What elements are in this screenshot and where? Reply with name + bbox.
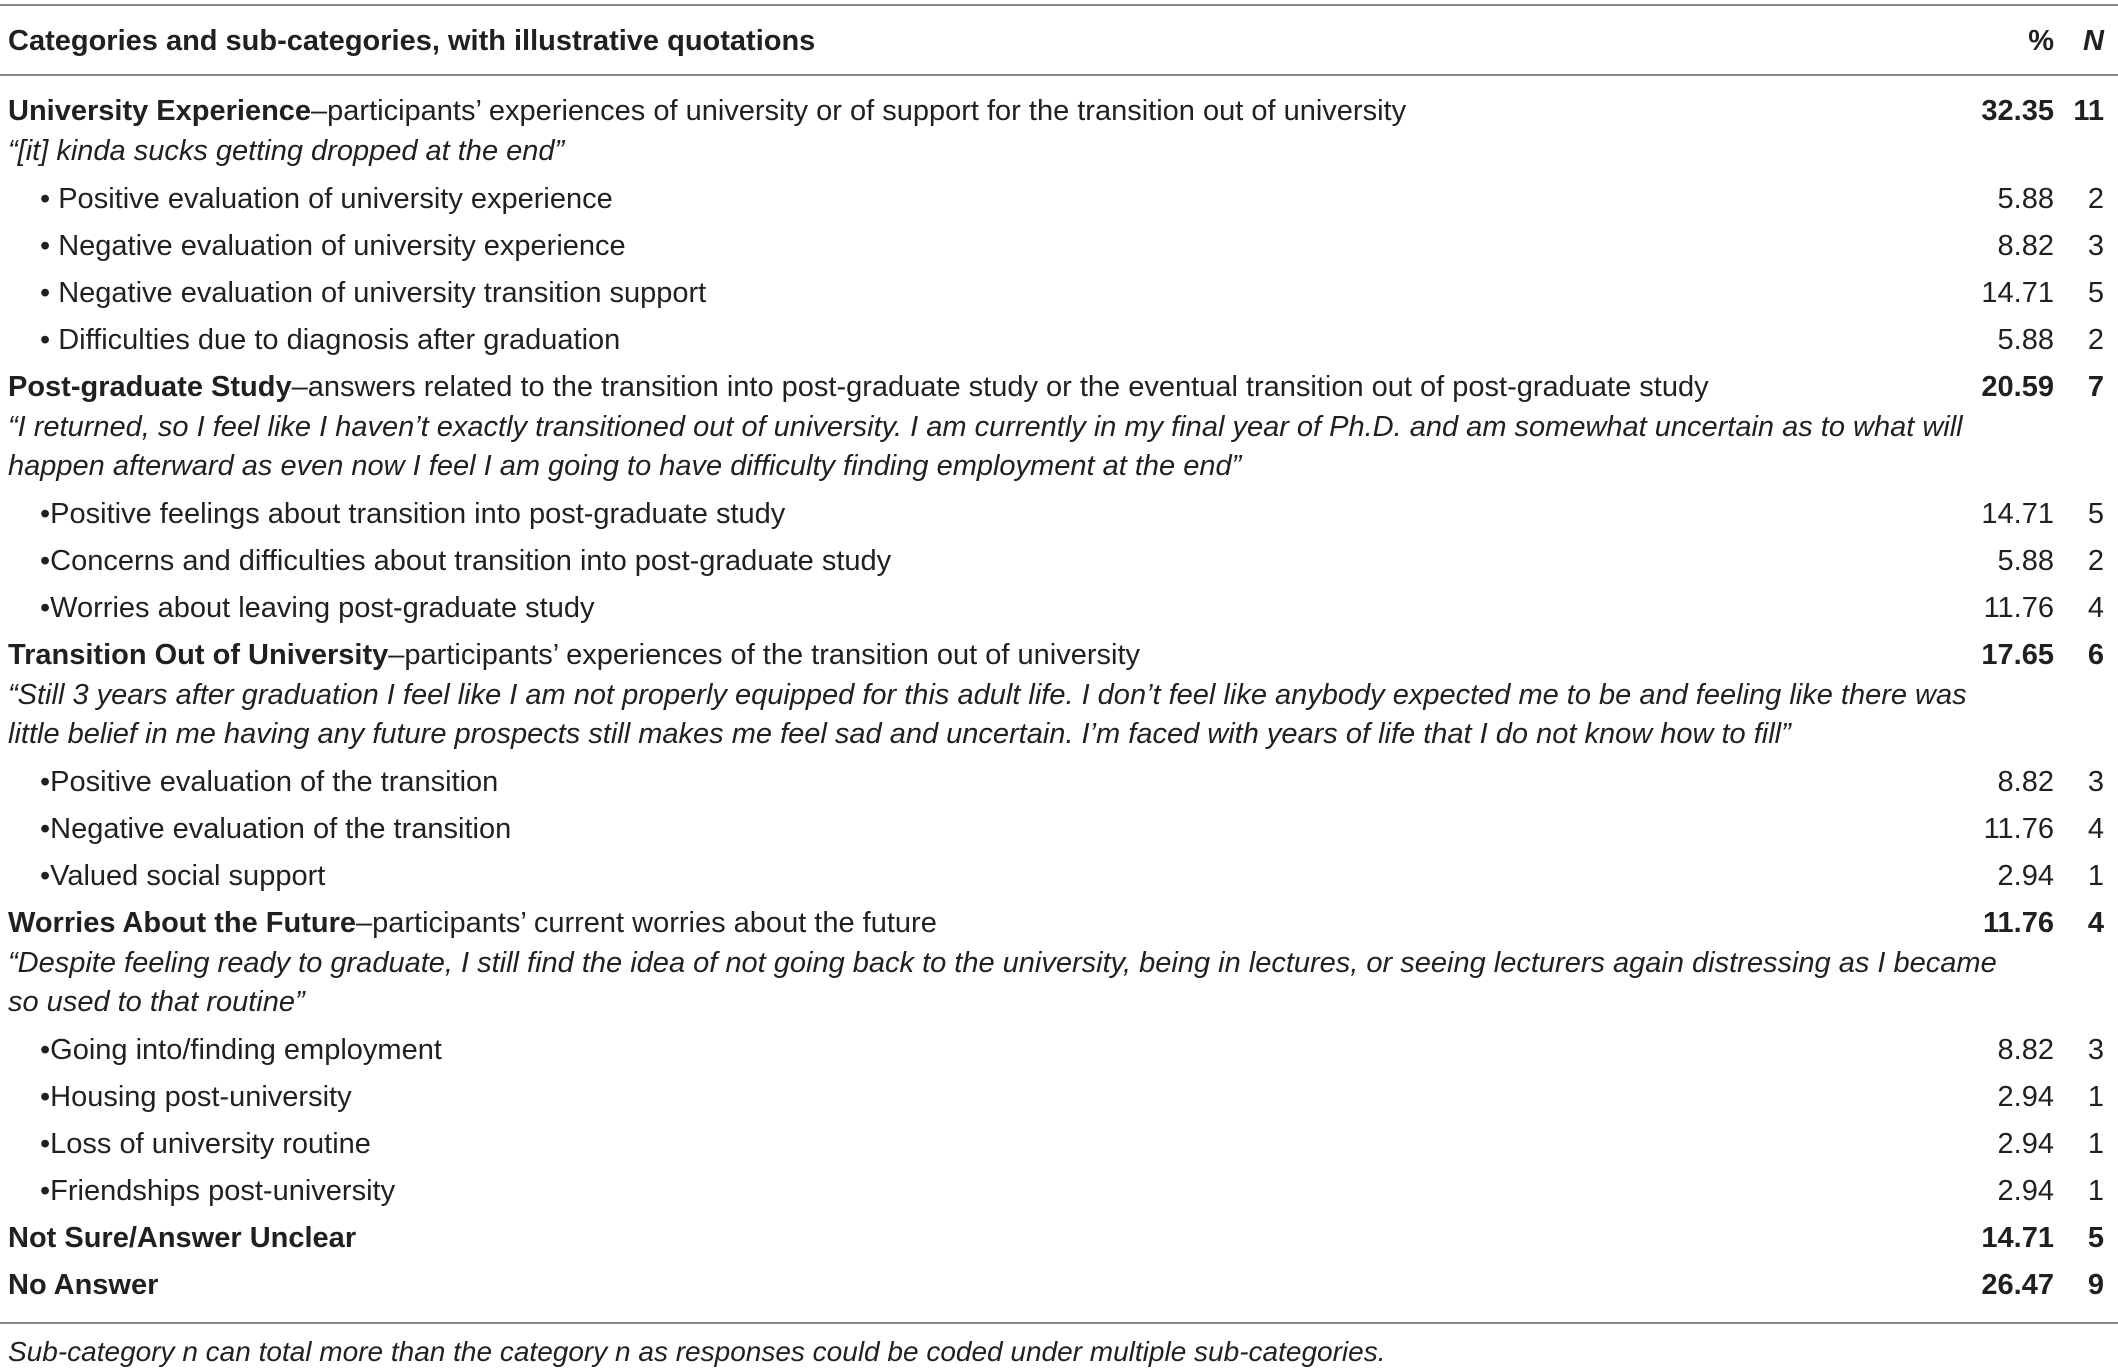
quotation	[0, 675, 2118, 715]
header-percent: %	[2028, 25, 2054, 57]
quotation-line: “I returned, so I feel like I haven’t exactly transitioned out of university. I am currently in my final year of Ph.D. and am somewhat uncertain as to what will	[8, 411, 1963, 443]
subcategory-percent: 8.82	[1997, 766, 2054, 798]
bullet: •	[40, 1034, 51, 1066]
quotation	[0, 407, 2118, 447]
subcategory-percent: 14.71	[1981, 277, 2054, 309]
bullet: •	[40, 324, 59, 356]
quotation-line: little belief in me having any future prospects still makes me feel sad and uncertain. I’m faced with years of life that I do not know how to fill”	[8, 718, 1791, 750]
total-label: Not Sure/Answer Unclear	[8, 1222, 357, 1254]
category-description: –participants’ experiences of the transition out of university	[388, 639, 1141, 671]
subcategory-label: Difficulties due to diagnosis after graduation	[58, 324, 621, 356]
quotation-line: “Still 3 years after graduation I feel like I am not properly equipped for this adult life. I don’t feel like anybody expected me to be and feeling like there was	[8, 679, 1967, 711]
category-n: 6	[2087, 639, 2104, 671]
subcategory-percent: 5.88	[1997, 545, 2054, 577]
subcategory-row	[0, 270, 2118, 316]
subcategory-n: 5	[2087, 277, 2104, 309]
total-percent: 14.71	[1981, 1222, 2054, 1254]
bullet: •	[40, 592, 51, 624]
quotation	[0, 982, 2118, 1022]
bullet: •	[40, 1128, 51, 1160]
subcategory-label: Negative evaluation of university experience	[58, 230, 626, 262]
header-category: Categories and sub-categories, with illustrative quotations	[8, 25, 816, 57]
category-title: University Experience	[8, 95, 312, 127]
subcategory-row	[0, 853, 2118, 899]
category-title: Transition Out of University	[8, 639, 389, 671]
category-description: –participants’ current worries about the future	[356, 907, 937, 939]
subcategory-n: 1	[2087, 1175, 2104, 1207]
header-rule	[0, 74, 2118, 76]
total-row	[0, 1215, 2118, 1261]
subcategory-label: Housing post-university	[50, 1081, 352, 1113]
subcategory-label: Positive evaluation of the transition	[50, 766, 499, 798]
subcategory-n: 3	[2087, 766, 2104, 798]
subcategory-label: Concerns and difficulties about transition into post-graduate study	[50, 545, 892, 577]
subcategory-label: Negative evaluation of the transition	[50, 813, 512, 845]
category-row	[0, 88, 2118, 134]
subcategory-label: Negative evaluation of university transition support	[58, 277, 707, 309]
subcategory-n: 2	[2087, 324, 2104, 356]
header-n: N	[2083, 25, 2104, 57]
category-title: Post-graduate Study	[8, 371, 292, 403]
subcategory-row	[0, 223, 2118, 269]
total-label: No Answer	[8, 1269, 159, 1301]
subcategory-row	[0, 538, 2118, 584]
subcategory-percent: 2.94	[1997, 860, 2054, 892]
subcategory-row	[0, 317, 2118, 363]
subcategory-row	[0, 806, 2118, 852]
subcategory-n: 3	[2087, 230, 2104, 262]
subcategory-row	[0, 585, 2118, 631]
bullet: •	[40, 498, 51, 530]
subcategory-row	[0, 1027, 2118, 1073]
total-n: 9	[2087, 1269, 2104, 1301]
total-percent: 26.47	[1981, 1269, 2054, 1301]
bullet: •	[40, 1175, 51, 1207]
subcategory-row	[0, 759, 2118, 805]
quotation	[0, 943, 2118, 983]
subcategory-n: 3	[2087, 1034, 2104, 1066]
subcategory-percent: 5.88	[1997, 183, 2054, 215]
category-row	[0, 364, 2118, 410]
bullet: •	[40, 1081, 51, 1113]
subcategory-n: 2	[2087, 183, 2104, 215]
quotation	[0, 446, 2118, 486]
quotation	[0, 714, 2118, 754]
total-row	[0, 1262, 2118, 1308]
category-percent: 11.76	[1983, 907, 2054, 939]
subcategory-label: Valued social support	[50, 860, 326, 892]
subcategory-n: 1	[2087, 1081, 2104, 1113]
bullet: •	[40, 860, 51, 892]
subcategory-percent: 8.82	[1997, 1034, 2054, 1066]
subcategory-row	[0, 1168, 2118, 1214]
category-percent: 20.59	[1981, 371, 2054, 403]
total-n: 5	[2087, 1222, 2104, 1254]
subcategory-label: Positive evaluation of university experience	[58, 183, 613, 215]
quotation-line: happen afterward as even now I feel I am going to have difficulty finding employment at the end”	[8, 450, 1242, 482]
subcategory-percent: 5.88	[1997, 324, 2054, 356]
table-footnote: Sub-category n can total more than the category n as responses could be coded under multiple sub-categories.	[8, 1336, 1386, 1367]
table-top-rule	[0, 4, 2118, 6]
subcategory-percent: 11.76	[1983, 813, 2054, 845]
category-n: 11	[2073, 95, 2104, 127]
quotation-line: so used to that routine”	[8, 986, 305, 1018]
subcategory-row	[0, 491, 2118, 537]
table-bottom-rule	[0, 1322, 2118, 1324]
subcategory-n: 1	[2087, 860, 2104, 892]
subcategory-label: Positive feelings about transition into post-graduate study	[50, 498, 786, 530]
subcategory-label: Friendships post-university	[50, 1175, 396, 1207]
subcategory-n: 4	[2087, 813, 2104, 845]
category-row	[0, 900, 2118, 946]
bullet: •	[40, 183, 59, 215]
category-description: –participants’ experiences of university or of support for the transition out of university	[311, 95, 1407, 127]
subcategory-percent: 2.94	[1997, 1128, 2054, 1160]
category-title: Worries About the Future	[8, 907, 356, 939]
subcategory-row	[0, 1074, 2118, 1120]
category-description: –answers related to the transition into post-graduate study or the eventual transition out of post-graduate study	[291, 371, 1709, 403]
subcategory-percent: 2.94	[1997, 1175, 2054, 1207]
bullet: •	[40, 230, 59, 262]
subcategory-row	[0, 176, 2118, 222]
category-n: 4	[2087, 907, 2104, 939]
bullet: •	[40, 766, 51, 798]
subcategory-n: 1	[2087, 1128, 2104, 1160]
bullet: •	[40, 545, 51, 577]
quotation-line: “Despite feeling ready to graduate, I still find the idea of not going back to the university, being in lectures, or seeing lecturers again distressing as I became	[8, 947, 1997, 979]
category-percent: 17.65	[1981, 639, 2054, 671]
subcategory-n: 5	[2087, 498, 2104, 530]
subcategory-n: 4	[2087, 592, 2104, 624]
subcategory-n: 2	[2087, 545, 2104, 577]
subcategory-row	[0, 1121, 2118, 1167]
subcategory-percent: 2.94	[1997, 1081, 2054, 1113]
subcategory-percent: 11.76	[1983, 592, 2054, 624]
table-header-row	[0, 18, 2118, 64]
category-percent: 32.35	[1981, 95, 2054, 127]
category-row	[0, 632, 2118, 678]
quotation-line: “[it] kinda sucks getting dropped at the end”	[8, 135, 565, 167]
subcategory-percent: 14.71	[1981, 498, 2054, 530]
category-n: 7	[2087, 371, 2104, 403]
bullet: •	[40, 813, 51, 845]
subcategory-label: Going into/finding employment	[50, 1034, 442, 1066]
bullet: •	[40, 277, 59, 309]
subcategory-percent: 8.82	[1997, 230, 2054, 262]
subcategory-label: Worries about leaving post-graduate study	[50, 592, 595, 624]
quotation	[0, 131, 2118, 171]
subcategory-label: Loss of university routine	[50, 1128, 371, 1160]
